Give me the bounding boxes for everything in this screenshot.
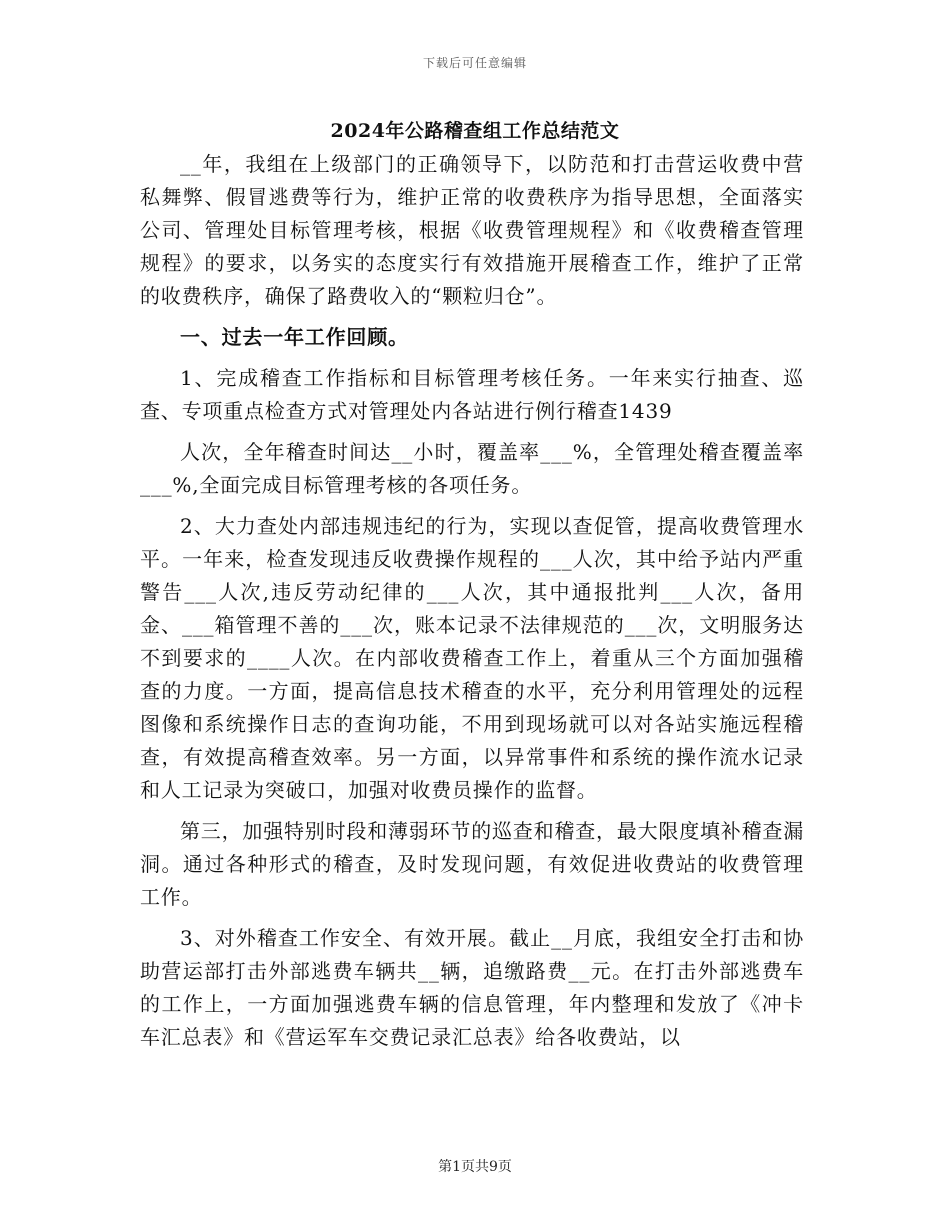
paragraph-item-1-continued: 人次，全年稽查时间达__小时，覆盖率___%，全管理处稽查覆盖率___%,全面完成目标管理考核的各项任务。 <box>140 440 804 497</box>
page-header-note: 下载后可任意编辑 <box>422 56 527 70</box>
paragraph-item-1: 1、完成稽查工作指标和目标管理考核任务。一年来实行抽查、巡查、专项重点检查方式对管理处内各站进行例行稽查1439 <box>140 366 804 423</box>
page-number-footer: 第1页共9页 <box>438 1159 512 1175</box>
paragraph-third-point: 第三，加强特别时段和薄弱环节的巡查和稽查，最大限度填补稽查漏洞。通过各种形式的稽查，及时发现问题，有效促进收费站的收费管理工作。 <box>140 819 804 909</box>
paragraph-item-2: 2、大力查处内部违规违纪的行为，实现以查促管，提高收费管理水平。一年来，检查发现违反收费操作规程的___人次，其中给予站内严重警告___人次,违反劳动纪律的___人次，其中通报批判___人次，备用金、___箱管理不善的___次，账本记录不法律规范的___次，文明服务达不到要求的____人次。在内部收费稽查工作上，着重从三个方面加强稽查的力度。一方面，提高信息技术稽查的水平，充分利用管理处的远程图像和系统操作日志的查询功能，不用到现场就可以对各站实施远程稽查，有效提高稽查效率。另一方面，以异常事件和系统的操作流水记录和人工记录为突破口，加强对收费员操作的监督。 <box>140 514 804 802</box>
section-heading-review: 一、过去一年工作回顾。 <box>180 325 409 349</box>
paragraph-intro: __年，我组在上级部门的正确领导下，以防范和打击营运收费中营私舞弊、假冒逃费等行为，维护正常的收费秩序为指导思想，全面落实公司、管理处目标管理考核，根据《收费管理规程》和《收费稽查管理规程》的要求，以务实的态度实行有效措施开展稽查工作，维护了正常的收费秩序，确保了路费收入的“颗粒归仓”。 <box>140 152 804 308</box>
paragraph-item-3: 3、对外稽查工作安全、有效开展。截止__月底，我组安全打击和协助营运部打击外部逃费车辆共__辆，追缴路费__元。在打击外部逃费车的工作上，一方面加强逃费车辆的信息管理，年内整理和发放了《冲卡车汇总表》和《营运军车交费记录汇总表》给各收费站，以 <box>140 926 804 1049</box>
document-body <box>140 148 804 1054</box>
document-title: 2024年公路稽查组工作总结范文 <box>330 120 620 142</box>
